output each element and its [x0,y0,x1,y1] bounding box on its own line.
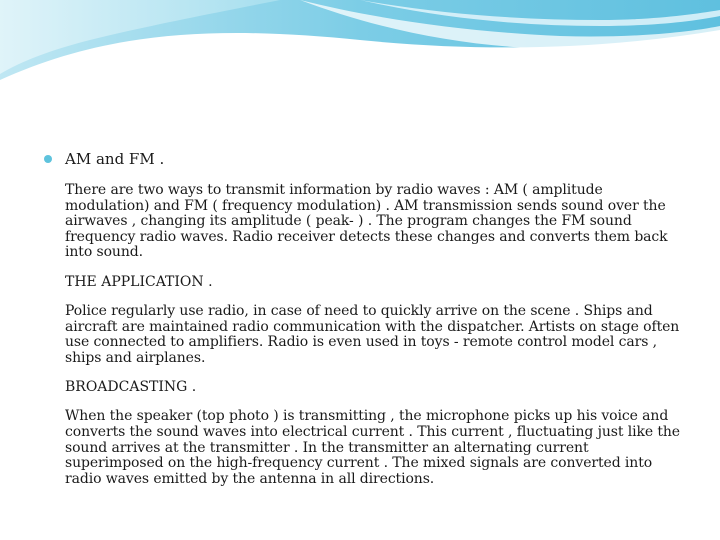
heading-broadcasting: BROADCASTING . [65,379,197,396]
bullet-title: AM and FM . [65,150,165,168]
slide-content [44,150,684,500]
paragraph-application: Police regularly use radio, in case of need to quickly arrive on the scene . Ships and aircraft are maintained radio communication with the dispatcher. Artists on stage often use connected to amplifiers. Radio is even used in toys - remote control model cars , ships and airplanes. [65,302,680,366]
bullet-item [44,150,684,168]
bullet-dot-icon [44,155,52,163]
paragraph-am-fm: There are two ways to transmit information by radio waves : AM ( amplitude modulation) and FM ( frequency modulation) . AM transmission sends sound over the airwaves , changing its amplitude ( peak- ) . The program changes the FM sound frequency radio waves. Radio receiver detects these changes and converts them back into sound. [65,182,668,261]
paragraph-broadcasting: When the speaker (top photo ) is transmitting , the microphone picks up his voice and converts the sound waves into electrical current . This current , fluctuating just like the sound arrives at the transmitter . In the transmitter an alternating current superimposed on the high-frequency current . The mixed signals are converted into radio waves emitted by the antenna in all directions. [65,408,680,487]
header-wave-decoration [0,0,720,90]
heading-application: THE APPLICATION . [65,273,213,290]
